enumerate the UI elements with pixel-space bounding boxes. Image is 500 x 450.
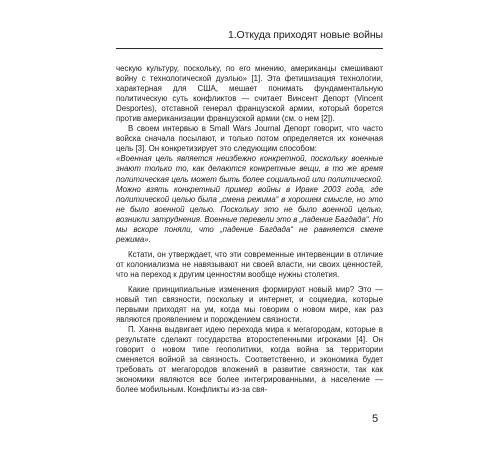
paragraph-3: Кстати, он утверждает, что эти современные интервенции в отличие от колониализма не навязывают ни своей власти, ни своих ценностей, что на переход к другим ценностям вообще нужны столетия. xyxy=(116,249,383,279)
quote-paragraph: «Военная цель является неизбежно конкретной, поскольку военные знают только то, как делаются конкретные вещи, в то же время политическая цель может быть более социальной или политической. Можно взять конкретный пример войны в Ираке 2003 года, где политической целью была „смена режима“ в хорошем смысле, но это не было военной целью. Поскольку это не было военной целью, возникли затруднения. Военные перевели это в „падение Багдада“. Но мы вскоре поняли, что „падение Багдада“ не равняется смене режима». xyxy=(116,154,383,244)
paragraph-4: Какие принципиальные изменения формируют новый мир? Это — новый тип связности, поскольку и интернет, и соцмедиа, которые первыми приходят на ум, когда мы говорим о новом мире, как раз являются проявлением и порождением связности. xyxy=(116,284,383,325)
body-text xyxy=(116,64,383,396)
paragraph-1: ческую культуру, поскольку, по его мнению, американцы смешивают войну с технологической дуэлью» [1]. Эта фетишизация технологии, характерная для США, мешает понимать фундаментальную политическую суть конфликтов — считает Винсент Депорт (Vincent Desportes), отставной генерал французской армии, который борется против американизации французской армии (см. о нем [2]). xyxy=(116,64,383,124)
running-header xyxy=(116,28,383,49)
page-number: 5 xyxy=(372,413,379,425)
paragraph-2: В своем интервью в Small Wars Journal Депорт говорит, что часто войска сначала посылают, и только потом определяется их конечная цель [3]. Он конкретизирует это следующим способом: xyxy=(116,124,383,154)
paragraph-5: П. Ханна выдвигает идею перехода мира к мегагородам, которые в результате сделают государства второстепенными игроками [4]. Он говорит о новом типе геополитики, когда война за территории сменяется войной за связность. Соответственно, и экономика будет требовать от мегагородов вложений в развитие связности, так как экономики являются все более интегрированными, а население — более мобильным. Конфликты из-за свя- xyxy=(116,325,383,395)
chapter-title: 1.Откуда приходят новые войны xyxy=(227,29,383,41)
